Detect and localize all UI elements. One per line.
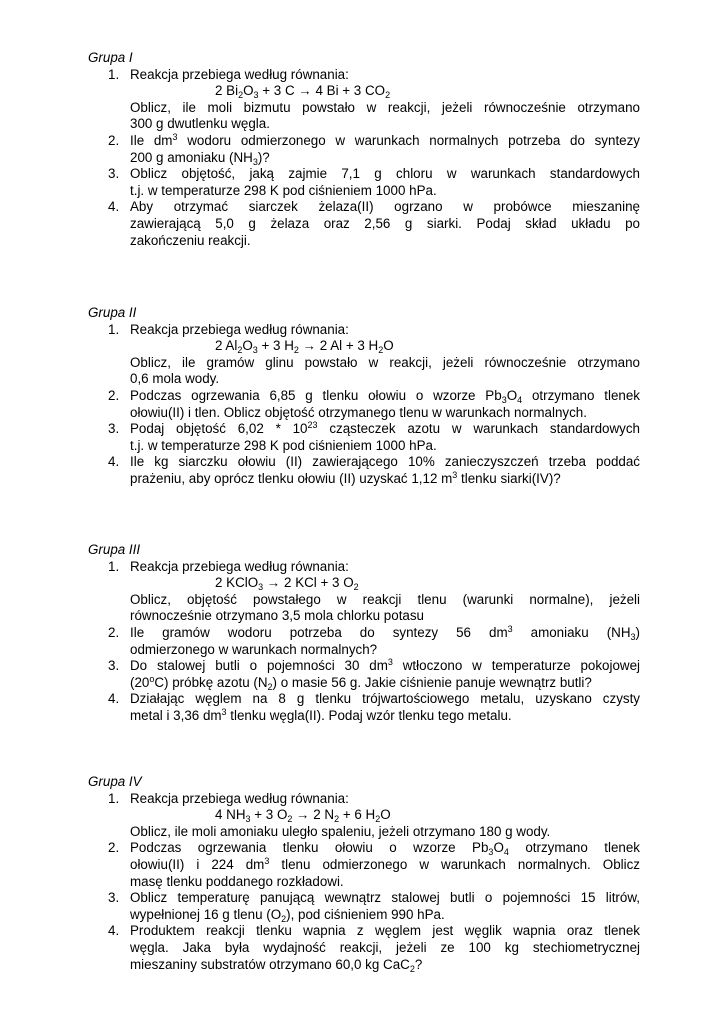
problem-text: mieszaniny substratów otrzymano 60,0 kg CaC$_2$? [130,956,423,974]
group-title: Grupa II [88,305,137,320]
problem-number: 1. [108,321,120,337]
problem-text: wypełnionej 16 g tlenu $(O_2)$, pod ciśnieniem 990 hPa. [130,906,445,924]
problem-text: Oblicz temperaturę panującą wewnątrz stalowej butli o pojemności 15 litrów, [130,890,640,906]
group-1 [88,50,640,249]
problem-item [88,923,640,973]
problem-number: 3. [108,166,120,182]
group-title: Grupa III [88,542,141,557]
reaction-equation: 2 KClO$_3$ → 2 KCl + 3 $O_2$ [215,575,359,593]
problem-text: zawierającą 5,0 g żelaza oraz 2,56 g siarki. Podaj skład układu po [130,215,640,231]
problem-text: Ile $dm^3$ wodoru odmierzonego w warunkach normalnych potrzeba do syntezy [130,131,641,148]
problem-text: Ile gramów wodoru potrzeba do syntezy 56 $dm^3$ amoniaku $(NH_3)$ [130,623,640,642]
problem-text: 300 g dwutlenku węgla. [130,116,270,132]
reaction-arrow-icon: → [296,807,310,823]
group-2 [88,305,640,488]
problem-text: metal i 3,36 $dm^3$ tlenku węgla(II). Podaj wzór tlenku tego metalu. [130,706,512,723]
problem-item [88,199,640,249]
problem-text: Działając węglem na 8 g tlenku trójwartościowego metalu, uzyskano czysty [130,691,640,707]
problem-item [88,388,640,421]
reaction-equation: 4 $NH_3 + 3$ $O_2 \to 2$ $N_2 + 6$ $H_2O$ [215,807,391,825]
problem-item [88,658,640,691]
problem-text: Oblicz, ile gramów glinu powstało w reakcji, jeżeli równocześnie otrzymano [130,354,640,370]
problem-number: 4. [108,199,120,215]
problem-number: 2. [108,624,120,640]
group-title: Grupa I [88,50,133,65]
problem-number: 2. [108,840,120,856]
problem-text: Oblicz, ile moli amoniaku uległo spaleniu, jeżeli otrzymano 180 g wody. [130,823,551,839]
problem-list [88,322,640,488]
problem-text: Podczas ogrzewania tlenku ołowiu o wzorze $Pb_3O_4$ otrzymano tlenek [130,840,640,858]
problem-text: 200 g amoniaku $(NH_3)$? [130,149,270,167]
reaction-arrow-icon: → [266,575,281,591]
problem-list [88,559,640,725]
problem-item [88,454,640,487]
problem-lead: Reakcja przebiega według równania: [130,790,349,806]
problem-text: masę tlenku poddanego rozkładowi. [130,873,344,889]
problem-item [88,559,640,625]
problem-text: ołowiu(II) i tlen. Oblicz objętość otrzymanego tlenu w warunkach normalnych. [130,404,587,420]
problem-text: węgla. Jaka była wydajność reakcji, jeżeli ze 100 kg stechiometrycznej [130,939,640,955]
problem-number: 4. [108,923,120,939]
problem-number: 3. [108,890,120,906]
problem-item [88,166,640,199]
problem-number: 4. [108,454,120,470]
problem-lead: Reakcja przebiega według równania: [130,558,349,574]
group-4 [88,774,640,973]
problem-number: 1. [108,66,120,82]
problem-text: odmierzonego w warunkach normalnych? [130,641,378,657]
problem-item [88,840,640,890]
reaction-equation: 2 $Bi_2O_3 + 3$ C → 4 Bi + 3 $CO_2$ [215,83,391,101]
problem-item [88,625,640,658]
problem-text: Oblicz, ile moli bizmutu powstało w reakcji, jeżeli równocześnie otrzymano [130,99,640,115]
problem-text: Podczas ogrzewania 6,85 g tlenku ołowiu o wzorze $Pb_3O_4$ otrzymano tlenek [130,387,640,405]
problem-text: Oblicz objętość, jaką zajmie 7,1 g chloru w warunkach standardowych [130,166,640,182]
group-3 [88,542,640,725]
problem-text: Aby otrzymać siarczek żelaza(II) ogrzano w probówce mieszaninę [130,199,640,215]
problem-number: 2. [108,132,120,148]
reaction-arrow-icon: → [298,83,312,99]
problem-lead: Reakcja przebiega według równania: [130,321,349,337]
problem-text: Do stalowej butli o pojemności 30 $dm^3$ wtłoczono w temperaturze pokojowej [130,657,640,674]
problem-number: 2. [108,387,120,403]
problem-number: 4. [108,691,120,707]
problem-text: t.j. w temperaturze 298 K pod ciśnieniem 1000 hPa. [130,182,437,198]
problem-text: Podaj objętość $6,02 * 10^{23}$ cząsteczek azotu w warunkach standardowych [130,420,640,437]
problem-number: 1. [108,790,120,806]
problem-text: (20$^o$C) próbkę azotu $(N_2)$ o masie 56 g. Jakie ciśnienie panuje wewnątrz butli? [130,673,592,692]
problem-number: 1. [108,558,120,574]
problem-list [88,67,640,250]
problem-text: równocześnie otrzymano 3,5 mola chlorku potasu [130,608,424,624]
problem-item [88,691,640,724]
problem-item [88,791,640,841]
problem-text: 0,6 mola wody. [130,371,220,387]
problem-item [88,322,640,388]
problem-item [88,890,640,923]
problem-item [88,67,640,133]
problem-list [88,791,640,974]
problem-number: 3. [108,658,120,674]
problem-lead: Reakcja przebiega według równania: [130,66,349,82]
problem-text: Produktem reakcji tlenku wapnia z węglem jest węglik wapnia oraz tlenek [130,923,640,939]
group-title: Grupa IV [88,774,142,789]
problem-text: zakończeniu reakcji. [130,232,251,248]
problem-text: ołowiu(II) i 224 $dm^3$ tlenu odmierzonego w warunkach normalnych. Oblicz [130,855,640,872]
problem-item [88,421,640,454]
problem-text: prażeniu, aby oprócz tlenku ołowiu (II) uzyskać 1,12 $m^3$ tlenku siarki(IV)? [130,469,561,486]
problem-text: t.j. w temperaturze 298 K pod ciśnieniem 1000 hPa. [130,437,437,453]
problem-item [88,133,640,166]
problem-number: 3. [108,421,120,437]
reaction-equation: 2 $Al_2O_3 + 3$ $H_2 \to 2$ Al + 3 $H_2O$ [215,338,394,356]
problem-text: Oblicz, objętość powstałego w reakcji tlenu (warunki normalne), jeżeli [130,591,640,607]
problem-text: Ile kg siarczku ołowiu (II) zawierającego 10% zanieczyszczeń trzeba poddać [130,454,640,470]
reaction-arrow-icon: → [302,338,317,354]
